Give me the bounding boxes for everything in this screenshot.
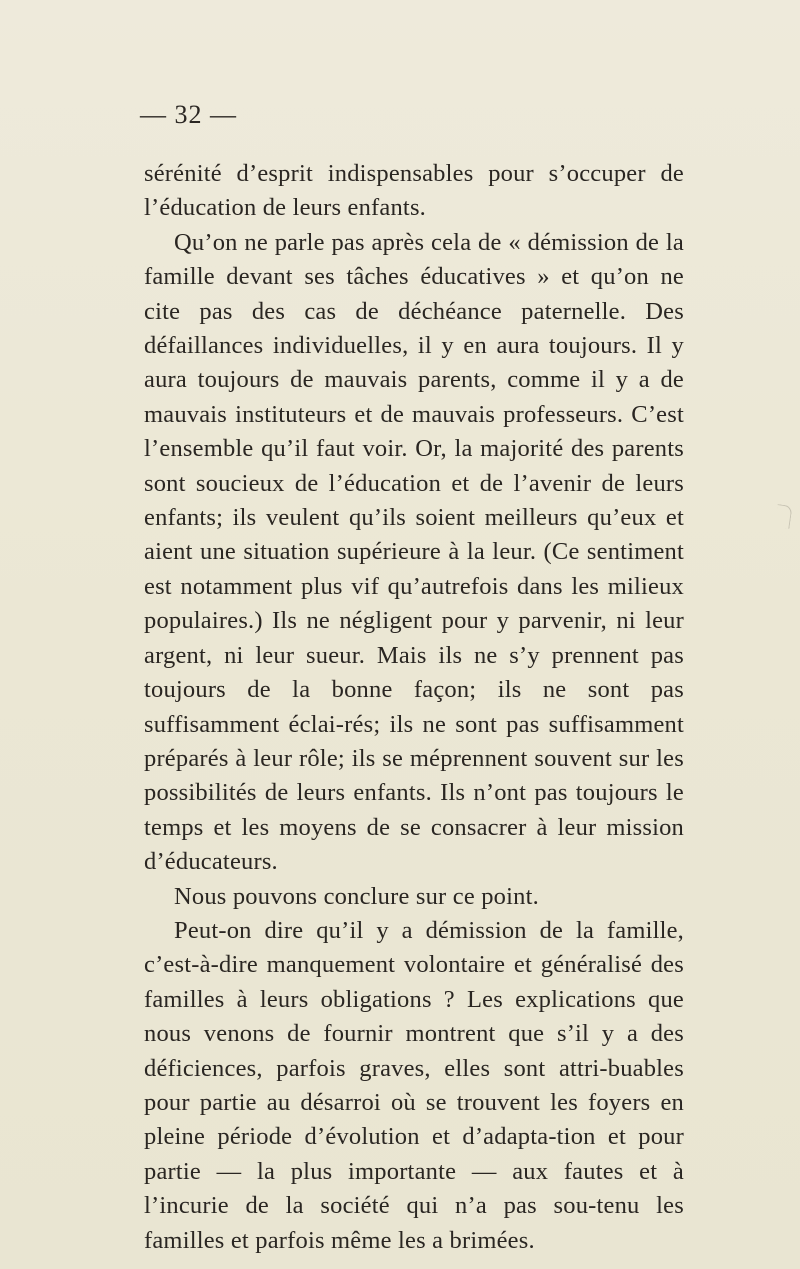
page-number: — 32 —	[140, 100, 237, 129]
page-body	[144, 157, 684, 1258]
paragraph-final-question: Peut-on dire qu’il y a démission de la famille, c’est-à-dire manquement volontaire et généralisé des familles à leurs obligations ? Les explications que nous venons de fournir montrent que s’il y a des déficiences, parfois graves, elles sont attri-buables pour partie au désarroi où se trouvent les foyers en pleine période d’évolution et d’adapta-tion et pour partie — la plus importante — aux fautes et à l’incurie de la société qui n’a pas sou-tenu les familles et parfois même les a brimées.	[144, 916, 684, 1254]
paragraph-continuation: sérénité d’esprit indispensables pour s’occuper de l’éducation de leurs enfants.	[144, 160, 684, 222]
margin-pencil-mark	[774, 504, 792, 529]
paragraph-conclusion: Nous pouvons conclure sur ce point.	[174, 882, 539, 910]
paragraph-family-demission: Qu’on ne parle pas après cela de « démission de la famille devant ses tâches éducatives » et qu’on ne cite pas des cas de déchéance paternelle. Des défaillances individuelles, il y en aura toujours. Il y aura toujours de mauvais parents, comme il y a de mauvais instituteurs et de mauvais professeurs. C’est l’ensemble qu’il faut voir. Or, la majorité des parents sont soucieux de l’éducation et de l’avenir de leurs enfants; ils veulent qu’ils soient meilleurs qu’eux et aient une situation supérieure à la leur. (Ce sentiment est notamment plus vif qu’autrefois dans les milieux populaires.) Ils ne négligent pour y parvenir, ni leur argent, ni leur sueur. Mais ils ne s’y prennent pas toujours de la bonne façon; ils ne sont pas suffisamment éclai-rés; ils ne sont pas suffisamment préparés à leur rôle; ils se méprennent souvent sur les possibilités de leurs enfants. Ils n’ont pas toujours le temps et les moyens de se consacrer à leur mission d’éducateurs.	[144, 228, 684, 876]
